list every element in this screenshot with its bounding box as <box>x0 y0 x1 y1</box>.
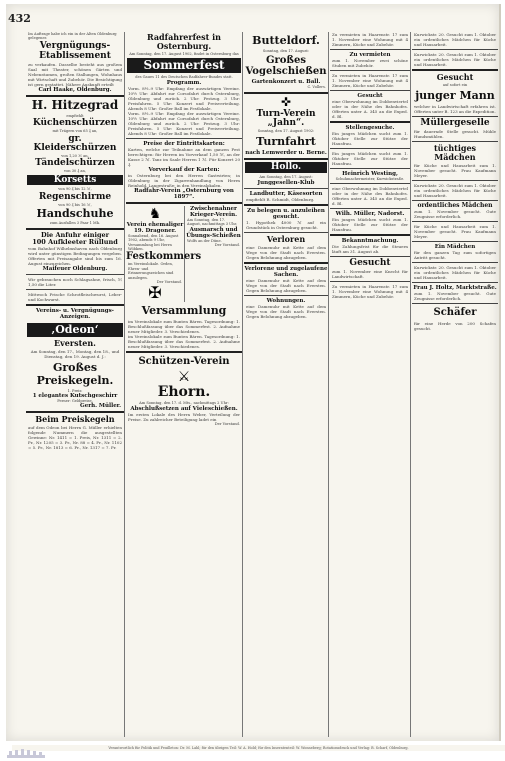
ad-title: Großes Preiskegeln. <box>36 360 114 387</box>
intro-text: Im Auftrage habe ich ein in der Alten Oldenburg gelegenes <box>28 32 117 41</box>
ad-item-detail: mit Trägern von 65 ₰ an, <box>52 129 98 134</box>
iron-cross-icon: ✠ <box>148 283 162 303</box>
ad-title: Gesucht <box>357 93 383 99</box>
ad-signature: Radfahr-Verein „Osternburg von 1897“. <box>134 187 234 200</box>
ad-title: Etablissement <box>39 50 111 61</box>
ad-title: Gesucht <box>436 72 474 82</box>
ad-subtitle: nach Lemwerder u. Berne. <box>245 150 327 157</box>
ad-title: Ehorn. <box>157 384 211 401</box>
section-heading: Stellengesuche. <box>345 125 395 131</box>
ad-text: Mittwoch Frische Schrotfleischwurst, Leber- und Kochwurst. <box>28 291 122 302</box>
horse-icon: ♞ <box>148 205 162 222</box>
ad-title: Schützen-Verein <box>138 356 230 368</box>
ad-item: gr. Kleiderschürzen <box>33 133 117 153</box>
ad-title-highlight: Sommerfest <box>127 58 241 73</box>
ad-text: eine Oberwohnung im Dobbenviertel oder in der Nähe des Bahnhofes. Offerten unter A. 345 an die Exped. d. Bl. <box>332 99 408 119</box>
ad-text: Kurwickstr. 20. Gesucht zum 1. Oktober ein ordentliches Mädchen für Küche und Hausarbeit. <box>414 52 496 67</box>
ad-title: Festkommers <box>126 251 202 263</box>
ad-text: Vorm. 8½–9 Uhr: Empfang der auswärtigen Vereine. 10½ Uhr: Abfahrt zur Corsofahrt durch Osternburg, Oldenburg und zurück. 2 Uhr: Festzug. 3 Uhr: Preisfahren. 5 Uhr: Konzert und Preisverteilung. Abends 8 Uhr: Großer Ball im Festlokale. <box>128 85 240 111</box>
library-logo-icon <box>6 748 46 759</box>
ad-text: für eine Herde von 200 Schafen gesucht. <box>414 321 496 332</box>
ad-text: im Vereinslokale zum Bunten Bären. Tagesordnung: 1. Beschlußfassung über das Sommerfest. 2. Aufnahme neuer Mitglieder. 3. Verschiedenes. <box>128 319 240 335</box>
ad-title: Frau J. Holtz, Marktstraße. <box>413 285 497 292</box>
ad-title: Schäfer <box>433 307 477 319</box>
ad-text: Schuhmachermeister, Kurwickstraße. <box>335 177 405 181</box>
ad-signature: Der Vorstand. <box>156 280 182 285</box>
ad-title: Ein Mädchen <box>434 244 476 251</box>
column-3 <box>244 32 329 737</box>
ad-text: Kurwickstr. 20. Gesucht zum 1. Oktober ein ordentliches Mädchen für Küche und Hausarbeit. <box>414 183 496 199</box>
ad-title: Wilh. Müller, Nadorst. <box>335 211 405 218</box>
ad-text: für dauernde Stelle gesucht. Mühle Hundsmühlen. <box>414 129 496 140</box>
ad-title: Verloren <box>266 233 306 244</box>
newspaper-page <box>6 4 501 750</box>
ad-title: Gesucht <box>349 258 391 269</box>
ad-title: Turn-Verein „Jahn“. <box>256 108 316 128</box>
column-2 <box>126 32 243 737</box>
ad-text: 1 elegantes Kutschgeschirr <box>32 393 118 400</box>
section-heading: Bekanntmachung. <box>341 238 399 245</box>
ad-text: für Küche und Hausarbeit zum 1. November gesucht. Frau Kaufmann Meyer. <box>414 163 496 179</box>
ad-title: Zwischenahner Krieger-Verein. <box>189 205 238 218</box>
ad-text: Sonnabend, den 16. August 1902, abends 9 Uhr, Versammlung bei Herrn Wöbken. <box>128 233 179 252</box>
ad-title: Großes Vogelschießen <box>245 55 327 78</box>
ad-text: auf dem Odeon bei Herrn G. Müller erhielten folgende Nummern die ausgestellten Gewinne: Nr. 1411 = 1. Preis, Nr. 1311 = 2. Pr., Nr. 1205 = 3. Pr., Nr. 88 = 4. Pr., Nr. 1102 = 5. Pr., Nr. 1813 = 6. Pr., Nr. 1317 = 7. Pr. <box>28 425 122 451</box>
ad-signature: Gerh. Müller. <box>80 403 121 410</box>
ad-text: Karten, welche zur Teilnahme an dem ganzen Fest berechtigen: für Herren im Vorverkauf 1,50 ℳ, an der Kasse 2 ℳ. Tanz im Saale Herren 1 ℳ. Für Konzert 20 ₰. <box>128 146 240 167</box>
ad-subtitle: Programm. <box>166 79 202 86</box>
ad-text: Kurwickstr. 20. Gesucht zum 1. Oktober ein ordentliches Mädchen für Küche und Hausarbeit. <box>414 32 496 47</box>
ad-item-detail: zum Ausfallen 3 Paar 1 Mk. <box>49 221 101 226</box>
ad-text: in Osternburg bei den Herren Gastwirten; in Oldenburg in der Zigarrenhandlung von Herrn Reinhold, Langestraße; in den Vereinslokalen. <box>128 172 240 188</box>
ad-text: 1. Preis: <box>67 388 83 393</box>
ad-subtitle: Gartenkonzert u. Ball. <box>251 79 321 86</box>
ad-text: eine Damenuhr mit Kette auf dem Wege von der Stadt nach Eversten. Gegen Belohnung abzugeben. <box>246 303 326 319</box>
ad-subtitle: Preise der Eintrittskarten: <box>143 140 225 147</box>
ad-title: Die Anfuhr einiger <box>40 230 110 239</box>
page-number: 432 <box>8 12 31 25</box>
ad-title: Beim Preiskegeln <box>35 414 115 425</box>
ad-text: Die Zahlungsfrist für die Steuern läuft am 31. August ab. <box>332 244 408 255</box>
ad-text: Vorm. 8½–9 Uhr: Empfang der auswärtigen Vereine. 10½ Uhr: Abfahrt zur Corsofahrt durch Osternburg, Oldenburg und zurück. 2 Uhr: Festzug. 3 Uhr: Preisfahren. 5 Uhr: Konzert und Preisverteilung. Abends 8 Uhr: Großer Ball im Festlokale. <box>128 110 240 136</box>
ad-item: Küchenschürzen <box>32 118 118 129</box>
ad-item-detail: von 90 ₰ bis 12 ℳ, <box>58 187 92 192</box>
ad-signature: Der Vorstand. <box>214 421 240 426</box>
ad-title: Turnfahrt <box>256 135 316 149</box>
ad-title: Landbutter, Käsesorten <box>249 190 323 197</box>
column-5 <box>412 32 498 737</box>
ad-text: zum 1. November eine Knecht für Landwirtschaft. <box>332 269 408 280</box>
ad-title: 100 Aufkleeter Rüllund <box>32 237 118 246</box>
ad-title: Butteldorf. <box>252 34 320 47</box>
turner-cross-icon: ✜ <box>280 94 292 109</box>
ad-text: Am Sonntag, den 17. August: <box>259 175 313 180</box>
ad-text: Ein junges Mädchen sucht zum 1. Oktober Stelle zur Stütze der Hausfrau. <box>332 131 408 146</box>
ad-title: H. Hitzegrad <box>31 97 119 112</box>
ad-item-detail: von 30 ₰ an, <box>64 169 86 174</box>
ad-title: Vergnügungs- <box>39 40 111 51</box>
section-heading: Verlorene und zugelaufene Sachen. <box>244 265 328 278</box>
ad-text: Ein junges Mädchen sucht zum 1. Oktober Stelle zur Stütze der Hausfrau. <box>332 217 408 233</box>
ad-text: Ein junges Mädchen sucht zum 1. Oktober Stelle zur Stütze der Hausfrau. <box>332 151 408 166</box>
ad-title: Abschlußsetzen auf Vieleschießen. <box>130 405 238 412</box>
ad-text: Im ersten Lokale des Herrn Weber, Verteilung der Preise. Zu zahlreicher Beteiligung ladet ein <box>128 411 240 422</box>
ad-text: Zu vermieten in Haarenstr. 17 zum 1. November eine Wohnung mit 4 Zimmern, Küche und Zubehör. <box>332 73 408 88</box>
ad-title-highlight: Hollo. <box>245 162 327 173</box>
ad-text: welcher in Landwirtschaft erfahren ist. Offerten unter B. 123 an die Expedition. <box>414 104 496 115</box>
ad-text: Ferner: Geldpreise. <box>57 399 93 404</box>
column-4 <box>330 32 411 737</box>
ad-text: Am Sonntag, den 17. August 1902, findet in Osternburg das <box>129 52 239 56</box>
section-heading: Wohnungen. <box>266 297 306 304</box>
ad-text: zum 1. November gesucht. Gute Zeugnisse erforderlich. <box>414 291 496 302</box>
ad-text: vom Bahnhof Wilhelmshaven nach Oldenburg wird unter günstigen Bedingungen vergeben. Offerten mit Preisangabe sind bis zum 16. August einzureichen. <box>28 245 122 266</box>
section-heading: Vereins- u. Vergnügungs-Anzeigen. <box>36 307 114 320</box>
ad-title: Zu vermieten <box>349 52 391 58</box>
ad-title: ordentliches Mädchen <box>417 202 493 210</box>
ad-text: für Küche und Hausarbeit zum 1. November gesucht. Frau Kaufmann Meyer. <box>414 224 496 240</box>
ad-text: eine Oberwohnung im Dobbenviertel oder in der Nähe des Bahnhofes. Offerten unter A. 345 an die Exped. d. Bl. <box>332 186 408 207</box>
ad-text: zum 1. November gesucht. Gute Zeugnisse erforderlich. <box>414 209 496 220</box>
ad-text: empfiehlt R. Schmidt, Oldenburg. <box>246 196 315 202</box>
ad-signature: Carl Haake, Oldenburg. <box>38 86 112 93</box>
ad-title: ‚Odeon‘ <box>27 323 123 337</box>
ad-text: eine Damenuhr mit Kette auf dem Wege von der Stadt nach Eversten. Gegen Belohnung abzugeben. <box>246 244 326 260</box>
ad-text: auf sofort ein <box>442 83 468 87</box>
ad-signature: Maifeuer Oldenburg. <box>42 265 108 272</box>
ad-title: Junggesellen-Klub <box>257 179 315 186</box>
ad-title: Verein ehemaliger 19. Dragoner. <box>126 221 184 234</box>
ad-item: Handschuhe <box>36 207 114 221</box>
ad-text: Kurwickstr. 20. Gesucht zum 1. Oktober ein ordentliches Mädchen für Küche und Hausarbeit. <box>414 265 496 281</box>
ad-signature: Der Vorstand. <box>214 243 240 248</box>
ad-text: Zu vermieten in Haarenstr. 17 zum 1. November eine Wohnung mit 4 Zimmern, Küche und Zubehör. <box>332 284 408 300</box>
ad-signature: C. Vollers. <box>307 85 326 90</box>
ad-item-detail: von 1,20 ℳ an, <box>61 153 89 158</box>
ad-text: Zu vermieten in Haarenstr. 17 zum 1. November eine Wohnung mit 4 Zimmern, Küche und Zubehör. <box>332 32 408 47</box>
ad-title: Müllergeselle <box>420 118 490 129</box>
footer-imprint: Verantwortlich für Politik und Feuilleton: Dr. M. Lahl; für den übrigen Teil: W. A. Hold; für den Inseratenteil: W. Wonneberg; Rotationsdruck und Verlag: B. Scharf, Oldenburg. <box>12 745 505 751</box>
ad-text: Wir gebrauchen noch Schlagsahne, frisch, ℳ 1,50 die Liter. <box>28 276 122 287</box>
ad-subtitle: empfiehlt <box>66 113 84 118</box>
ad-item: Tändelschürzen <box>35 158 115 169</box>
section-heading: Zu belegen u. anzuleihen gesucht. <box>247 207 325 220</box>
ad-text: 1. Hypothek 4000 ℳ auf ein Grundstück in Osternburg gesucht. <box>246 219 326 230</box>
ad-text: des Gaues 11 des Deutschen Radfahrer-Bundes statt. <box>135 75 233 80</box>
ad-item-detail: von 90 ₰ bis 16 ℳ, <box>58 202 92 207</box>
ad-text: Sonntag, den 17. August: <box>262 49 310 53</box>
ad-item-highlight: Korsetts <box>27 175 123 185</box>
ad-subtitle: Eversten. <box>54 337 96 348</box>
ad-text: Am Sonntag, den 17. d. Mts., nachmittags 2 Uhr: <box>139 401 229 406</box>
ad-title: Versammlung <box>141 304 227 318</box>
ad-text: Sonntag, den 17. August 1902: <box>257 128 315 133</box>
ad-title: junger Mann <box>415 89 495 103</box>
ad-subtitle: Vorverkauf der Karten: <box>148 166 220 173</box>
crossed-rifles-icon: ⚔ <box>177 369 191 386</box>
ad-title: Heinrich Westing, <box>342 171 398 177</box>
ad-text: eine Damenuhr mit Kette auf dem Wege von der Stadt nach Eversten. Gegen Belohnung abzugeben. <box>246 277 326 293</box>
column-1 <box>26 32 125 737</box>
ad-text: zum 1. November zwei schöne Stuben mit Zubehör. <box>332 58 408 68</box>
ad-text: im Vereinslokale. Orden, Ehren- und Erinnerungszeichen sind anzulegen. <box>128 262 174 280</box>
ad-text: Wolfs an der Düne. <box>187 238 222 243</box>
ad-title: Ausmarsch und Übungs-Schießen <box>186 226 241 239</box>
ad-item: Regenschirme <box>38 191 112 202</box>
ad-title: tüchtiges Mädchen <box>433 143 477 163</box>
ad-text: Am Sonntag, den 17., Montag, den 18., und Dienstag, den 19. August d. J.: <box>30 348 120 359</box>
ad-title: Radfahrerfest in Osternburg. <box>147 32 221 51</box>
ad-text: Am Sonntag, den 17. August, nachmittags 3 Uhr, <box>187 217 237 227</box>
ad-text: im Vereinslokale zum Bunten Bären. Tagesordnung: 1. Beschlußfassung über das Sommerfest. 2. Aufnahme neuer Mitglieder. 3. Verschiedenes. <box>128 334 240 350</box>
ad-text: zu verkaufen. Dasselbe besteht aus großem Saal mit Theater, schönen Gärten und Nebenräumen, großen Stallungen, Wohnhaus mit Wirtschaft und Zubehör. Die Besichtigung ist gern gestattet. Nähere Auskunft erteilt <box>28 61 122 87</box>
ad-text: für den ganzen Tag zum sofortigen Antritt gesucht. <box>414 250 496 261</box>
